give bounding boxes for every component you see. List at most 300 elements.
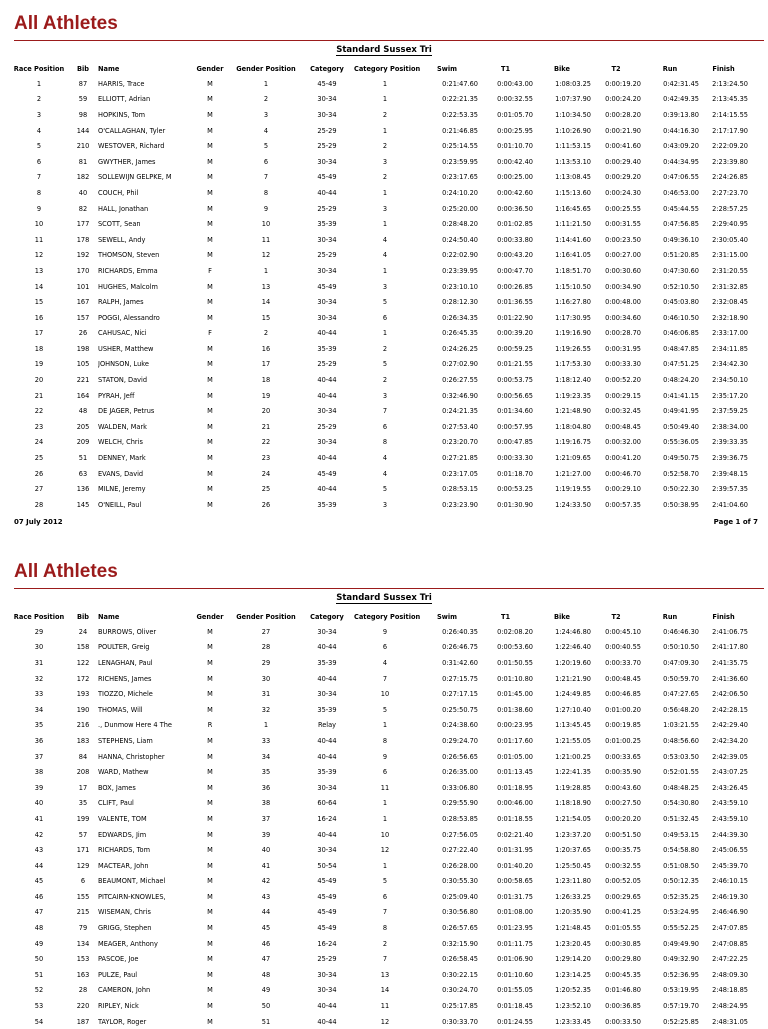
cell-category: 35-39 — [317, 658, 337, 667]
cell-name: EDWARDS, Jim — [98, 830, 147, 839]
cell-finish: 2:48:09.30 — [712, 970, 748, 979]
cell-bike: 1:21:00.25 — [555, 752, 591, 761]
cell-category-position: 1 — [382, 126, 388, 135]
cell-category-position: 3 — [382, 157, 388, 166]
cell-race-position: 47 — [34, 908, 44, 917]
results-table — [10, 62, 748, 513]
table-row — [10, 998, 748, 1014]
cell-race-position: 28 — [34, 500, 44, 509]
cell-swim: 0:25:20.00 — [442, 204, 478, 213]
cell-name: JOHNSON, Luke — [98, 360, 149, 369]
cell-gender: M — [207, 892, 213, 901]
cell-bike: 1:22:46.40 — [555, 643, 591, 652]
cell-race-position: 32 — [34, 674, 44, 683]
cell-gender: M — [207, 908, 213, 917]
column-header-bike: Bike — [554, 613, 570, 621]
cell-t1: 0:01:30.90 — [497, 500, 533, 509]
table-row — [10, 294, 748, 310]
cell-name: HALL, Jonathan — [98, 204, 149, 213]
cell-finish: 2:48:24.95 — [712, 1002, 748, 1011]
cell-t1: 0:00:57.95 — [497, 422, 533, 431]
cell-t2: 0:00:29.65 — [605, 892, 641, 901]
cell-run: 0:46:10.50 — [663, 313, 699, 322]
cell-category: 30-34 — [317, 313, 337, 322]
cell-bib: 215 — [76, 908, 90, 917]
cell-t1: 0:01:55.05 — [497, 986, 533, 995]
cell-t2: 0:00:24.30 — [605, 188, 641, 197]
table-row — [10, 905, 748, 921]
cell-swim: 0:22:53.35 — [442, 110, 478, 119]
cell-gender: M — [207, 830, 213, 839]
cell-category: 25-29 — [317, 955, 337, 964]
column-header-t2: T2 — [611, 65, 621, 73]
table-row — [10, 481, 748, 497]
cell-category: 30-34 — [317, 627, 337, 636]
cell-category: 40-44 — [317, 830, 337, 839]
cell-t2: 0:00:31.55 — [605, 220, 641, 229]
results-table — [10, 610, 748, 1029]
cell-category-position: 2 — [382, 173, 388, 182]
cell-category: 30-34 — [317, 235, 337, 244]
cell-gender-position: 48 — [261, 970, 271, 979]
cell-run: 0:50:59.70 — [663, 674, 699, 683]
cell-swim: 0:27:56.05 — [442, 830, 478, 839]
cell-t2: 0:00:29.10 — [605, 485, 641, 494]
cell-finish: 2:47:07.85 — [712, 924, 748, 933]
cell-run: 0:55:52.25 — [663, 924, 699, 933]
cell-finish: 2:30:05.40 — [712, 235, 748, 244]
cell-category-position: 4 — [382, 469, 388, 478]
table-row — [10, 92, 748, 108]
cell-gender: M — [207, 438, 213, 447]
cell-run: 0:52:58.70 — [663, 469, 699, 478]
cell-finish: 2:39:57.35 — [712, 485, 748, 494]
cell-t1: 0:00:39.20 — [497, 329, 533, 338]
cell-bib: 187 — [76, 1017, 90, 1026]
cell-category: Relay — [317, 721, 337, 730]
cell-run: 0:50:10.50 — [663, 643, 699, 652]
cell-t1: 0:02:21.40 — [497, 830, 533, 839]
cell-name: HUGHES, Malcolm — [98, 282, 158, 291]
cell-race-position: 18 — [34, 344, 44, 353]
cell-category: 30-34 — [317, 110, 337, 119]
cell-bib: 48 — [78, 407, 88, 416]
cell-gender-position: 1 — [263, 266, 269, 275]
cell-category-position: 8 — [382, 924, 388, 933]
cell-bike: 1:23:20.45 — [555, 939, 591, 948]
cell-gender-position: 9 — [263, 204, 269, 213]
column-header-bib: Bib — [76, 613, 89, 621]
cell-category: 30-34 — [317, 438, 337, 447]
cell-gender-position: 32 — [261, 705, 271, 714]
cell-bib: 193 — [76, 690, 90, 699]
cell-gender-position: 23 — [261, 454, 271, 463]
column-header-finish: Finish — [712, 65, 735, 73]
cell-race-position: 26 — [34, 469, 44, 478]
cell-swim: 0:25:09.40 — [442, 892, 478, 901]
table-row — [10, 827, 748, 843]
cell-t2: 0:00:33.70 — [605, 658, 641, 667]
cell-name: GRIGG, Stephen — [98, 924, 152, 933]
cell-t2: 0:00:20.20 — [605, 814, 641, 823]
cell-bib: 172 — [76, 674, 90, 683]
cell-bike: 1:19:16.90 — [555, 329, 591, 338]
cell-swim: 0:27:15.75 — [442, 674, 478, 683]
cell-finish: 2:31:20.55 — [712, 266, 748, 275]
cell-bike: 1:21:21.90 — [555, 674, 591, 683]
cell-swim: 0:28:53.85 — [442, 814, 478, 823]
cell-name: TAYLOR, Roger — [98, 1017, 147, 1026]
cell-category: 60-64 — [317, 799, 337, 808]
cell-bib: 51 — [78, 454, 88, 463]
cell-run: 0:43:09.20 — [663, 142, 699, 151]
cell-gender: M — [207, 188, 213, 197]
cell-finish: 2:35:17.20 — [712, 391, 748, 400]
cell-t1: 0:00:36.50 — [497, 204, 533, 213]
cell-category-position: 7 — [382, 407, 388, 416]
cell-run: 0:41:41.15 — [663, 391, 699, 400]
cell-race-position: 33 — [34, 690, 44, 699]
cell-category-position: 8 — [382, 438, 388, 447]
cell-bike: 1:18:12.40 — [555, 376, 591, 385]
cell-gender: M — [207, 970, 213, 979]
cell-name: MACTEAR, John — [98, 861, 149, 870]
cell-gender-position: 43 — [261, 892, 271, 901]
table-row — [10, 201, 748, 217]
cell-name: PASCOE, Joe — [98, 955, 139, 964]
cell-race-position: 40 — [34, 799, 44, 808]
cell-category-position: 6 — [382, 313, 388, 322]
event-title — [0, 593, 768, 603]
table-row — [10, 185, 748, 201]
cell-name: THOMSON, Steven — [98, 251, 160, 260]
table-row — [10, 435, 748, 451]
cell-race-position: 48 — [34, 924, 44, 933]
cell-name: RICHARDS, Tom — [98, 846, 150, 855]
cell-finish: 2:41:17.80 — [712, 643, 748, 652]
cell-gender: M — [207, 376, 213, 385]
table-row — [10, 138, 748, 154]
cell-name: PITCAIRN-KNOWLES, — [98, 892, 166, 901]
cell-category-position: 5 — [382, 877, 388, 886]
cell-t2: 0:00:23.50 — [605, 235, 641, 244]
cell-t1: 0:01:10.80 — [497, 674, 533, 683]
cell-gender-position: 30 — [261, 674, 271, 683]
cell-run: 0:49:53.15 — [663, 830, 699, 839]
cell-name: WARD, Mathew — [98, 768, 149, 777]
cell-bib: 122 — [76, 658, 90, 667]
cell-swim: 0:23:17.65 — [442, 173, 478, 182]
table-row — [10, 123, 748, 139]
cell-gender-position: 20 — [261, 407, 271, 416]
cell-t1: 0:01:23.95 — [497, 924, 533, 933]
table-row — [10, 858, 748, 874]
cell-name: PULZE, Paul — [98, 970, 138, 979]
cell-bib: 221 — [76, 376, 90, 385]
column-header-category-position: Category Position — [354, 613, 421, 621]
cell-bib: 35 — [78, 799, 88, 808]
cell-swim: 0:28:53.15 — [442, 485, 478, 494]
cell-swim: 0:23:20.70 — [442, 438, 478, 447]
cell-category-position: 1 — [382, 814, 388, 823]
cell-category: 40-44 — [317, 329, 337, 338]
cell-swim: 0:23:59.95 — [442, 157, 478, 166]
cell-bib: 167 — [76, 298, 90, 307]
cell-bib: 198 — [76, 344, 90, 353]
cell-category-position: 3 — [382, 204, 388, 213]
table-row — [10, 232, 748, 248]
column-header-category-position: Category Position — [354, 65, 421, 73]
cell-gender-position: 31 — [261, 690, 271, 699]
cell-race-position: 39 — [34, 783, 44, 792]
cell-run: 0:47:51.25 — [663, 360, 699, 369]
cell-race-position: 19 — [34, 360, 44, 369]
cell-t1: 0:00:43.20 — [497, 251, 533, 260]
cell-gender: M — [207, 674, 213, 683]
cell-bib: 216 — [76, 721, 90, 730]
cell-race-position: 24 — [34, 438, 44, 447]
cell-category-position: 1 — [382, 721, 388, 730]
cell-t2: 0:00:35.75 — [605, 846, 641, 855]
cell-t2: 0:00:41.60 — [605, 142, 641, 151]
cell-run: 0:49:41.95 — [663, 407, 699, 416]
cell-gender: M — [207, 500, 213, 509]
cell-finish: 2:47:22.25 — [712, 955, 748, 964]
cell-bike: 1:21:09.65 — [555, 454, 591, 463]
cell-t2: 0:00:28.70 — [605, 329, 641, 338]
cell-t2: 0:00:29.20 — [605, 173, 641, 182]
cell-category: 30-34 — [317, 970, 337, 979]
cell-category: 30-34 — [317, 986, 337, 995]
cell-swim: 0:24:38.60 — [442, 721, 478, 730]
cell-t1: 0:00:53.25 — [497, 485, 533, 494]
cell-finish: 2:17:17.90 — [712, 126, 748, 135]
cell-finish: 2:48:18.85 — [712, 986, 748, 995]
cell-category: 35-39 — [317, 705, 337, 714]
cell-race-position: 15 — [34, 298, 44, 307]
cell-swim: 0:23:10.10 — [442, 282, 478, 291]
cell-bike: 1:23:52.10 — [555, 1002, 591, 1011]
cell-race-position: 2 — [36, 95, 42, 104]
cell-t1: 0:01:10.60 — [497, 970, 533, 979]
cell-run: 0:51:08.50 — [663, 861, 699, 870]
cell-gender-position: 4 — [263, 126, 269, 135]
cell-finish: 2:39:36.75 — [712, 454, 748, 463]
cell-category: 40-44 — [317, 188, 337, 197]
cell-swim: 0:27:21.85 — [442, 454, 478, 463]
cell-category: 30-34 — [317, 846, 337, 855]
cell-bib: 171 — [76, 846, 90, 855]
cell-t1: 0:00:42.60 — [497, 188, 533, 197]
heading-rule — [14, 40, 764, 41]
cell-bike: 1:25:50.45 — [555, 861, 591, 870]
table-row — [10, 733, 748, 749]
cell-category-position: 1 — [382, 188, 388, 197]
cell-t2: 0:00:32.55 — [605, 861, 641, 870]
cell-finish: 2:31:32.85 — [712, 282, 748, 291]
cell-t2: 0:00:48.45 — [605, 674, 641, 683]
cell-bib: 182 — [76, 173, 90, 182]
cell-t2: 0:00:51.50 — [605, 830, 641, 839]
cell-swim: 0:26:35.00 — [442, 768, 478, 777]
cell-t1: 0:01:50.55 — [497, 658, 533, 667]
cell-bike: 1:15:10.50 — [555, 282, 591, 291]
table-row — [10, 466, 748, 482]
cell-bib: 81 — [78, 157, 88, 166]
cell-category: 40-44 — [317, 1017, 337, 1026]
cell-swim: 0:28:12.30 — [442, 298, 478, 307]
cell-name: BURROWS, Oliver — [98, 627, 157, 636]
cell-t2: 0:00:57.35 — [605, 500, 641, 509]
cell-bike: 1:11:21.50 — [555, 220, 591, 229]
cell-t2: 0:01:00.20 — [605, 705, 641, 714]
cell-category: 45-49 — [317, 469, 337, 478]
cell-t2: 0:00:19.20 — [605, 79, 641, 88]
cell-bike: 1:16:41.05 — [555, 251, 591, 260]
cell-swim: 0:27:17.15 — [442, 690, 478, 699]
cell-race-position: 29 — [34, 627, 44, 636]
cell-finish: 2:22:09.20 — [712, 142, 748, 151]
table-row — [10, 76, 748, 92]
cell-swim: 0:30:22.15 — [442, 970, 478, 979]
cell-swim: 0:26:46.75 — [442, 643, 478, 652]
cell-category: 30-34 — [317, 266, 337, 275]
cell-run: 0:52:25.85 — [663, 1017, 699, 1026]
column-header-bib: Bib — [76, 65, 89, 73]
cell-run: 0:47:30.60 — [663, 266, 699, 275]
cell-run: 0:45:44.55 — [663, 204, 699, 213]
cell-name: RICHENS, James — [98, 674, 152, 683]
cell-race-position: 31 — [34, 658, 44, 667]
column-header-finish: Finish — [712, 613, 735, 621]
cell-t1: 0:01:31.95 — [497, 846, 533, 855]
cell-bib: 210 — [76, 142, 90, 151]
cell-run: 0:52:01.55 — [663, 768, 699, 777]
cell-finish: 2:48:31.05 — [712, 1017, 748, 1026]
cell-bib: 24 — [78, 627, 88, 636]
column-header-race-position: Race Position — [13, 65, 65, 73]
cell-gender-position: 29 — [261, 658, 271, 667]
table-row — [10, 749, 748, 765]
column-header-category: Category — [310, 65, 344, 73]
cell-swim: 0:24:10.20 — [442, 188, 478, 197]
cell-category: 45-49 — [317, 877, 337, 886]
cell-run: 0:53:24.95 — [663, 908, 699, 917]
cell-gender-position: 21 — [261, 422, 271, 431]
cell-bike: 1:16:27.80 — [555, 298, 591, 307]
cell-category-position: 2 — [382, 142, 388, 151]
cell-race-position: 16 — [34, 313, 44, 322]
cell-bike: 1:18:04.80 — [555, 422, 591, 431]
cell-bib: 17 — [78, 783, 88, 792]
table-row — [10, 702, 748, 718]
event-title-text: Standard Sussex Tri — [336, 593, 432, 603]
cell-category: 25-29 — [317, 126, 337, 135]
cell-race-position: 6 — [36, 157, 42, 166]
cell-gender-position: 25 — [261, 485, 271, 494]
cell-t1: 0:01:38.60 — [497, 705, 533, 714]
cell-gender: M — [207, 126, 213, 135]
cell-gender: M — [207, 313, 213, 322]
cell-t2: 0:00:48.45 — [605, 422, 641, 431]
cell-gender-position: 12 — [261, 251, 271, 260]
cell-gender-position: 35 — [261, 768, 271, 777]
cell-swim: 0:26:40.35 — [442, 627, 478, 636]
cell-category-position: 4 — [382, 658, 388, 667]
cell-category-position: 4 — [382, 251, 388, 260]
column-header-race-position: Race Position — [13, 613, 65, 621]
cell-race-position: 37 — [34, 752, 44, 761]
cell-name: ELLIOTT, Adrian — [98, 95, 151, 104]
cell-finish: 2:45:06.55 — [712, 846, 748, 855]
cell-gender-position: 22 — [261, 438, 271, 447]
cell-gender: M — [207, 814, 213, 823]
cell-swim: 0:25:17.85 — [442, 1002, 478, 1011]
cell-t2: 0:00:34.90 — [605, 282, 641, 291]
cell-t2: 0:01:05.55 — [605, 924, 641, 933]
cell-swim: 0:21:46.85 — [442, 126, 478, 135]
cell-run: 0:49:50.75 — [663, 454, 699, 463]
cell-category: 40-44 — [317, 674, 337, 683]
cell-finish: 2:46:46.90 — [712, 908, 748, 917]
cell-gender: M — [207, 142, 213, 151]
cell-bike: 1:08:03.25 — [555, 79, 591, 88]
cell-swim: 0:30:55.30 — [442, 877, 478, 886]
cell-gender: M — [207, 627, 213, 636]
cell-finish: 2:42:39.05 — [712, 752, 748, 761]
cell-gender: M — [207, 235, 213, 244]
event-title-text: Standard Sussex Tri — [336, 45, 432, 55]
cell-finish: 2:45:39.70 — [712, 861, 748, 870]
column-header-bike: Bike — [554, 65, 570, 73]
cell-bike: 1:23:37.20 — [555, 830, 591, 839]
cell-bike: 1:13:45.45 — [555, 721, 591, 730]
table-row — [10, 419, 748, 435]
cell-gender: M — [207, 422, 213, 431]
cell-bike: 1:18:18.90 — [555, 799, 591, 808]
cell-race-position: 44 — [34, 861, 44, 870]
cell-t1: 0:01:18.95 — [497, 783, 533, 792]
cell-category-position: 13 — [380, 970, 390, 979]
cell-category: 25-29 — [317, 142, 337, 151]
cell-category: 40-44 — [317, 643, 337, 652]
cell-bike: 1:22:41.35 — [555, 768, 591, 777]
cell-category: 16-24 — [317, 939, 337, 948]
cell-run: 0:47:56.85 — [663, 220, 699, 229]
cell-t1: 0:01:10.70 — [497, 142, 533, 151]
cell-finish: 2:43:07.25 — [712, 768, 748, 777]
cell-swim: 0:27:22.40 — [442, 846, 478, 855]
cell-bike: 1:20:35.90 — [555, 908, 591, 917]
cell-gender-position: 13 — [261, 282, 271, 291]
cell-finish: 2:13:24.50 — [712, 79, 748, 88]
cell-gender-position: 44 — [261, 908, 271, 917]
cell-t2: 0:00:27.50 — [605, 799, 641, 808]
cell-bib: 153 — [76, 955, 90, 964]
page-heading: All Athletes — [14, 561, 118, 582]
table-row — [10, 216, 748, 232]
cell-category: 45-49 — [317, 924, 337, 933]
cell-bike: 1:15:13.60 — [555, 188, 591, 197]
cell-name: WALDEN, Mark — [98, 422, 147, 431]
cell-name: HANNA, Christopher — [98, 752, 165, 761]
cell-category-position: 9 — [382, 752, 388, 761]
cell-t2: 0:01:46.80 — [605, 986, 641, 995]
cell-swim: 0:32:46.90 — [442, 391, 478, 400]
cell-category-position: 7 — [382, 955, 388, 964]
cell-t1: 0:00:32.55 — [497, 95, 533, 104]
cell-bike: 1:13:53.10 — [555, 157, 591, 166]
